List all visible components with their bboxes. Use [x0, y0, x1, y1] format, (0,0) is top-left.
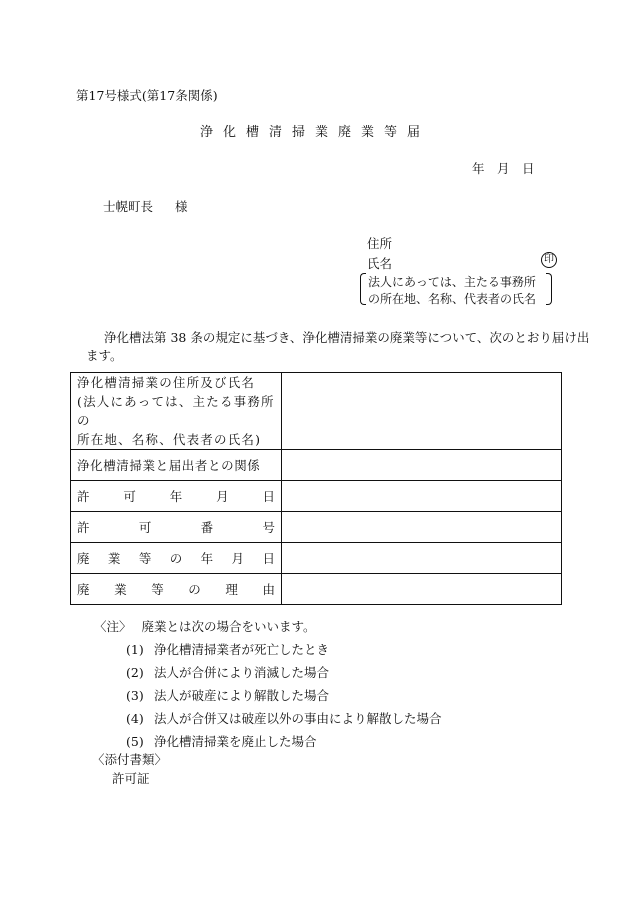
- list-item: (1) 浄化槽清掃業者が死亡したとき: [126, 642, 330, 657]
- body-text-line1: 浄化槽法第 38 条の規定に基づき、浄化槽清掃業の廃業等について、次のとおり届け出: [104, 330, 590, 345]
- notes-label: 〈注〉: [94, 619, 132, 634]
- label-closure-date: 廃 業 等 の 年 月 日: [71, 543, 282, 574]
- permit-date-field[interactable]: [282, 481, 562, 512]
- label-line: 所在地、名称、代表者の氏名): [77, 432, 262, 447]
- attachments-heading: 〈添付書類〉: [92, 752, 168, 767]
- addressee: [103, 197, 188, 215]
- label-line: 浄化槽清掃業の住所及び氏名: [77, 375, 256, 390]
- body-text-line2: ます。: [86, 348, 123, 363]
- notes-heading: [94, 617, 316, 635]
- label-line: (法人にあっては、主たる事務所の: [77, 394, 275, 428]
- attachment-item: 許可証: [112, 771, 150, 786]
- label-closure-reason: 廃 業 等 の 理 由: [71, 574, 282, 605]
- seal-mark: 印: [541, 252, 557, 268]
- list-item: (2) 法人が合併により消滅した場合: [126, 665, 330, 680]
- corporate-note-line1: 法人にあっては、主たる事務所: [368, 275, 536, 289]
- address-name-field[interactable]: [282, 373, 562, 450]
- table-row: [71, 450, 562, 481]
- closure-reason-field[interactable]: [282, 574, 562, 605]
- table-row: [71, 512, 562, 543]
- addressee-name: 士幌町長: [103, 199, 154, 214]
- closure-date-field[interactable]: [282, 543, 562, 574]
- table-row: [71, 574, 562, 605]
- list-item: (4) 法人が合併又は破産以外の事由により解散した場合: [126, 711, 442, 726]
- list-item: (5) 浄化槽清掃業を廃止した場合: [126, 734, 317, 749]
- name-label: 氏名: [367, 256, 393, 271]
- table-row: [71, 481, 562, 512]
- label-address-name: [71, 373, 282, 450]
- table-row: [71, 373, 562, 450]
- label-relationship: 浄化槽清掃業と届出者との関係: [71, 450, 282, 481]
- form-table: [70, 372, 562, 605]
- document-title: 浄化槽清掃業廃業等届: [199, 125, 430, 140]
- label-permit-date: 許 可 年 月 日: [71, 481, 282, 512]
- corporate-note-line2: の所在地、名称、代表者の氏名: [368, 292, 537, 306]
- date-line: 年 月 日: [472, 161, 535, 176]
- address-label: 住所: [367, 236, 393, 251]
- permit-number-field[interactable]: [282, 512, 562, 543]
- form-number: 第17号様式(第17条関係): [76, 88, 218, 103]
- label-permit-number: 許 可 番 号: [71, 512, 282, 543]
- corporate-note-bracket: [364, 273, 546, 305]
- addressee-honorific: 様: [175, 199, 188, 214]
- relationship-field[interactable]: [282, 450, 562, 481]
- table-row: [71, 543, 562, 574]
- list-item: (3) 法人が破産により解散した場合: [126, 688, 330, 703]
- notes-intro: 廃業とは次の場合をいいます。: [141, 619, 316, 634]
